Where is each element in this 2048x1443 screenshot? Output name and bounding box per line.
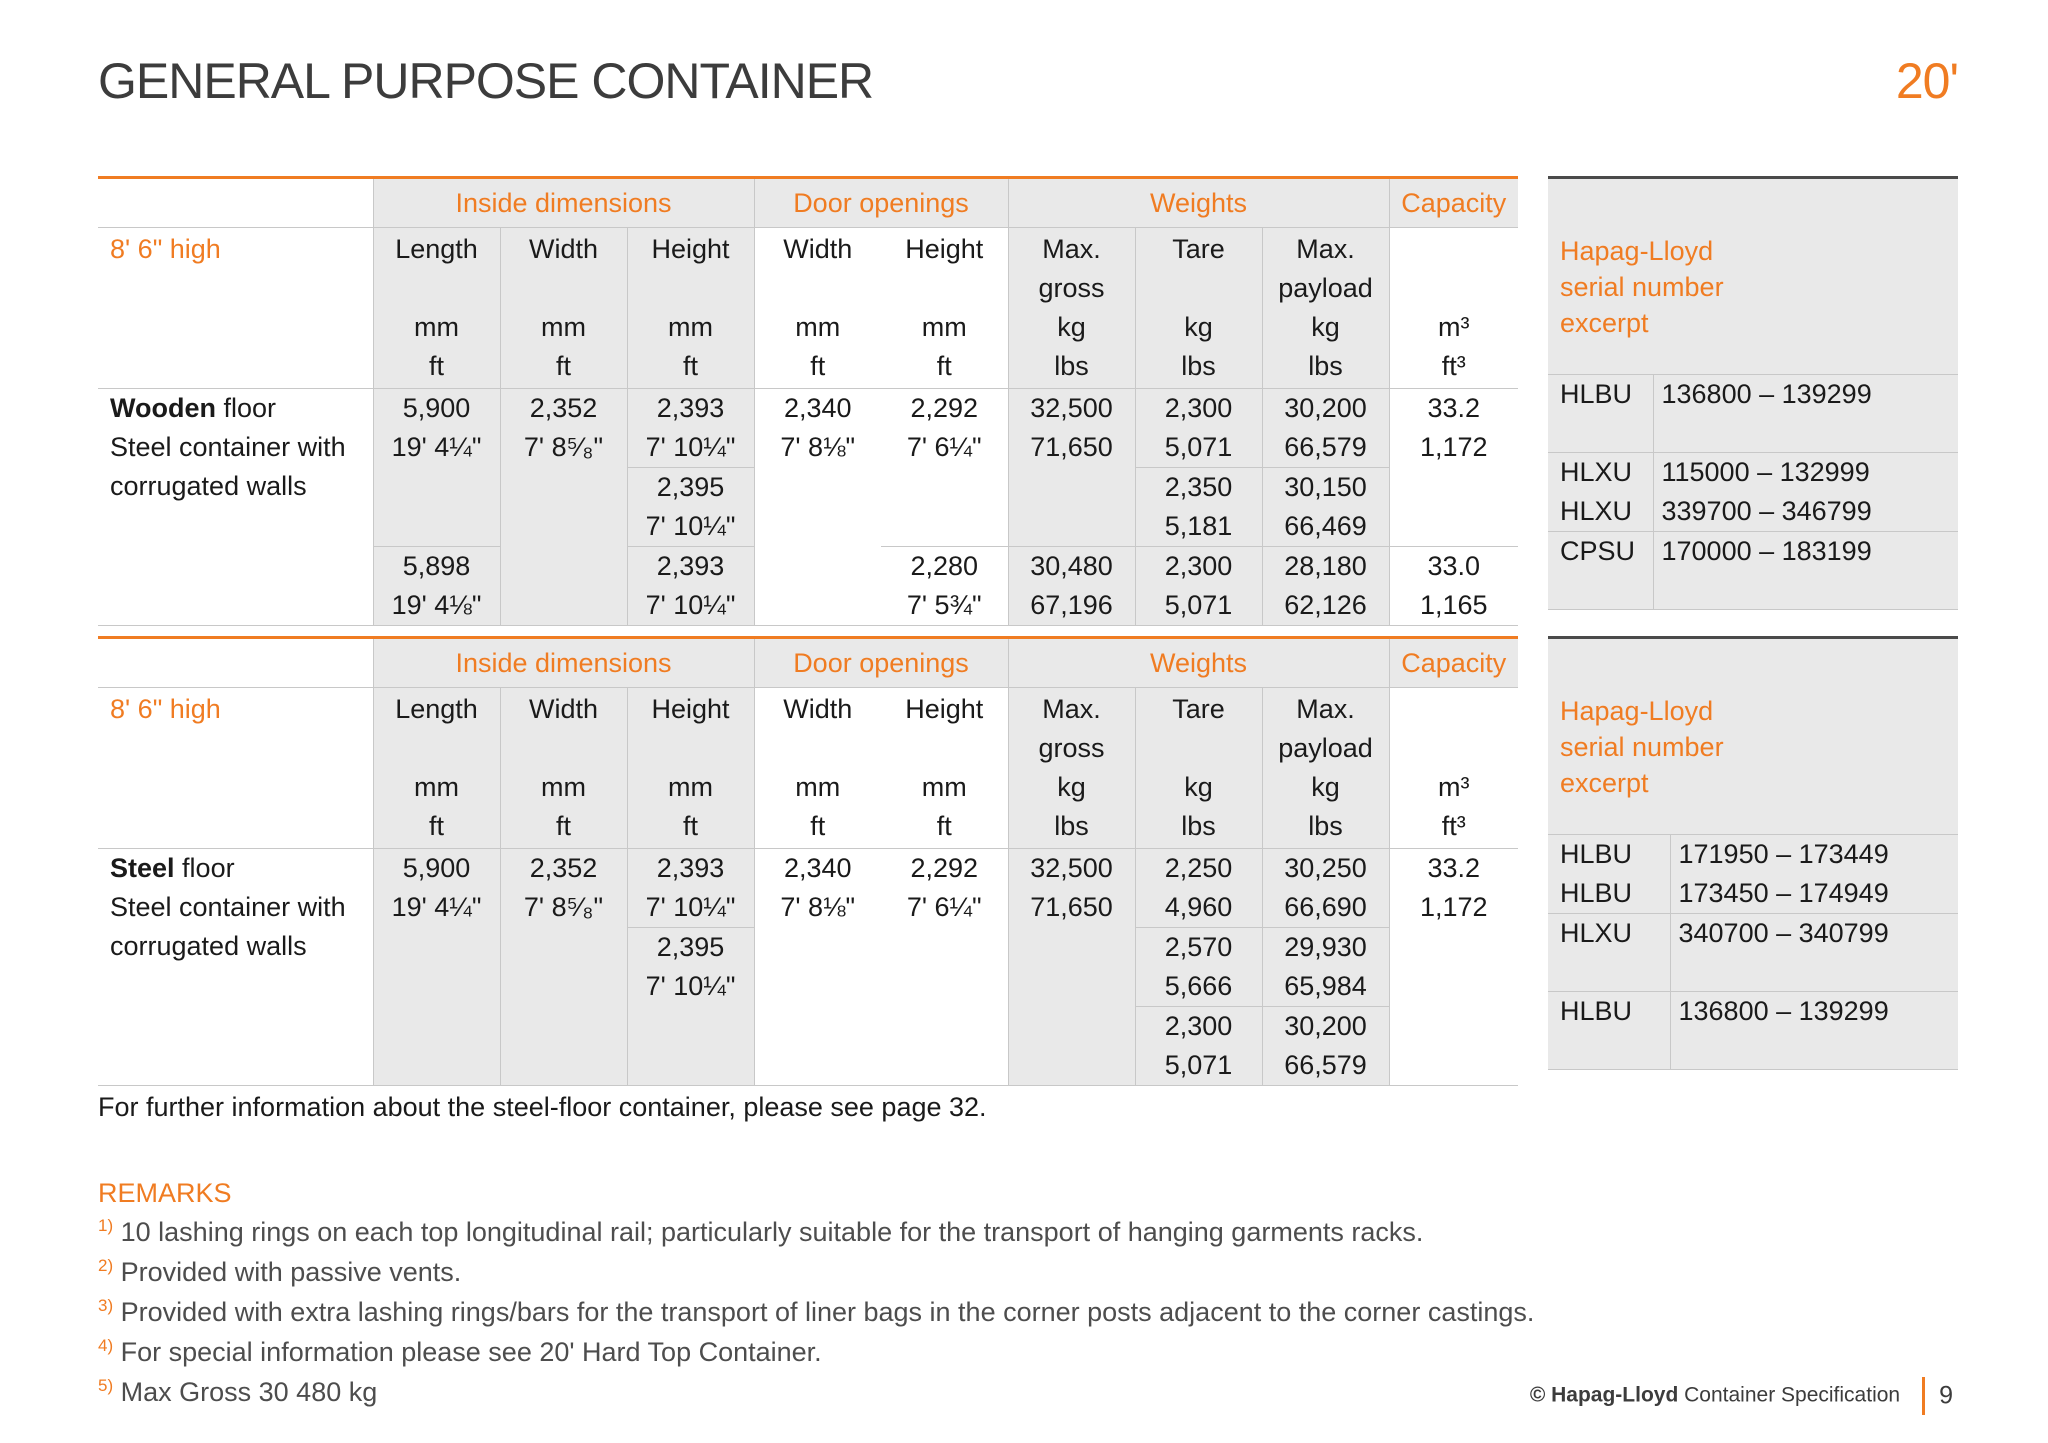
serial-prefix: HLXU — [1548, 452, 1653, 492]
group-capacity: Capacity — [1389, 638, 1518, 688]
footer-divider — [1922, 1377, 1925, 1415]
col-max-payload: Max. payload kg lbs — [1262, 688, 1389, 849]
container-description: Steel floor Steel container with corrugated walls — [98, 849, 373, 1086]
page-footer — [1530, 1377, 1953, 1415]
serial-row — [1548, 531, 1958, 609]
remark-item: $^{3)}$ Provided with extra lashing rings/bars for the transport of liner bags in the corner posts adjacent to the corner castings. — [98, 1296, 1535, 1327]
cell-width: 2,352 7' 8⁵⁄₈" — [500, 389, 627, 626]
cell-height: 2,393 7' 10¼" — [627, 389, 754, 468]
serial-row — [1548, 834, 1958, 874]
serial-range: 170000 – 183199 — [1653, 531, 1958, 609]
remarks-list — [98, 1209, 1534, 1409]
cell-tare: 2,250 4,960 — [1135, 849, 1262, 928]
cell-door-width: 2,340 7' 8⅛" — [754, 389, 881, 626]
col-width: Width mm ft — [500, 228, 627, 389]
cell-max-payload: 30,150 66,469 — [1262, 468, 1389, 547]
cell-length: 5,900 19' 4¼" — [373, 849, 500, 1086]
page-number: 9 — [1939, 1381, 1953, 1410]
remark-item: $^{5)}$ Max Gross 30 480 kg — [98, 1376, 378, 1407]
col-door-height: Height mm ft — [881, 228, 1008, 389]
serial-row — [1548, 874, 1958, 914]
cell-max-payload: 28,180 62,126 — [1262, 547, 1389, 626]
column-header-row — [98, 228, 1518, 389]
serial-range: 340700 – 340799 — [1670, 913, 1958, 991]
cell-height: 2,393 7' 10¼" — [627, 849, 754, 928]
column-header-row — [98, 688, 1518, 849]
page-title: GENERAL PURPOSE CONTAINER — [98, 53, 874, 109]
remark-item: $^{1)}$ 10 lashing rings on each top longitudinal rail; particularly suitable for the transport of hanging garments racks. — [98, 1216, 1424, 1247]
cell-tare: 2,350 5,181 — [1135, 468, 1262, 547]
col-width: Width mm ft — [500, 688, 627, 849]
footer-copyright: © Hapag-Lloyd — [1529, 1383, 1679, 1407]
col-length: Length mm ft — [373, 228, 500, 389]
col-tare: Tare kg lbs — [1135, 688, 1262, 849]
container-description: Wooden floor Steel container with corrugated walls — [98, 389, 373, 626]
serial-row — [1548, 492, 1958, 532]
serial-row — [1548, 991, 1958, 1069]
serial-row — [1548, 452, 1958, 492]
row-label-height: 8' 6" high — [98, 688, 373, 849]
col-height: Height mm ft — [627, 688, 754, 849]
group-header-row — [98, 638, 1518, 688]
cell-door-width: 2,340 7' 8⅛" — [754, 849, 881, 1086]
serial-number-header: Hapag-Lloyd serial number excerpt — [1560, 696, 1724, 798]
cell-height: 2,395 7' 10¼" — [627, 468, 754, 547]
col-max-gross: Max. gross kg lbs — [1008, 228, 1135, 389]
table-row — [98, 849, 1518, 928]
cell-max-gross: 30,480 67,196 — [1008, 547, 1135, 626]
container-size: 20' — [1895, 53, 1958, 109]
cell-max-gross: 32,500 71,650 — [1008, 849, 1135, 1086]
footer-doc-title: Container Specification — [1678, 1383, 1901, 1407]
row-label-height: 8' 6" high — [98, 228, 373, 389]
serial-prefix: HLBU — [1548, 991, 1670, 1069]
serial-row — [1548, 374, 1958, 452]
serial-prefix: CPSU — [1548, 531, 1653, 609]
cell-max-payload: 30,200 66,579 — [1262, 389, 1389, 468]
col-door-width: Width mm ft — [754, 688, 881, 849]
cell-width: 2,352 7' 8⁵⁄₈" — [500, 849, 627, 1086]
col-door-height: Height mm ft — [881, 688, 1008, 849]
cell-max-payload: 30,250 66,690 — [1262, 849, 1389, 928]
serial-range: 136800 – 139299 — [1653, 374, 1958, 452]
group-inside-dimensions: Inside dimensions — [373, 638, 754, 688]
serial-table-1 — [1548, 176, 1958, 610]
col-height: Height mm ft — [627, 228, 754, 389]
cell-max-payload: 30,200 66,579 — [1262, 1007, 1389, 1086]
further-info-note: For further information about the steel-floor container, please see page 32. — [98, 1092, 987, 1122]
group-capacity: Capacity — [1389, 178, 1518, 228]
cell-capacity: 33.2 1,172 — [1389, 389, 1518, 547]
cell-tare: 2,570 5,666 — [1135, 928, 1262, 1007]
cell-max-payload: 29,930 65,984 — [1262, 928, 1389, 1007]
serial-prefix: HLXU — [1560, 495, 1633, 526]
spec-table-wooden-floor — [98, 176, 1518, 626]
cell-tare: 2,300 5,071 — [1135, 389, 1262, 468]
col-capacity: m³ ft³ — [1389, 688, 1518, 849]
col-door-width: Width mm ft — [754, 228, 881, 389]
remark-item: $^{2)}$ Provided with passive vents. — [98, 1256, 462, 1287]
cell-capacity: 33.2 1,172 — [1389, 849, 1518, 1086]
serial-range: 136800 – 139299 — [1670, 991, 1958, 1069]
cell-door-height: 2,292 7' 6¼" — [881, 389, 1008, 547]
serial-prefix: HLBU — [1548, 374, 1653, 452]
serial-prefix: HLXU — [1548, 913, 1670, 991]
table-row — [98, 389, 1518, 468]
serial-prefix: HLBU — [1548, 834, 1670, 874]
cell-door-height: 2,280 7' 5¾" — [881, 547, 1008, 626]
group-weights: Weights — [1008, 638, 1389, 688]
cell-max-gross: 32,500 71,650 — [1008, 389, 1135, 547]
col-max-payload: Max. payload kg lbs — [1262, 228, 1389, 389]
serial-range: 173450 – 174949 — [1670, 874, 1958, 914]
col-length: Length mm ft — [373, 688, 500, 849]
remark-item: $^{4)}$ For special information please see 20' Hard Top Container. — [98, 1336, 822, 1367]
group-header-row — [98, 178, 1518, 228]
serial-table-2 — [1548, 636, 1958, 1070]
serial-range: 339700 – 346799 — [1653, 492, 1958, 532]
cell-height: 2,393 7' 10¼" — [627, 547, 754, 626]
cell-capacity: 33.0 1,165 — [1389, 547, 1518, 626]
group-inside-dimensions: Inside dimensions — [373, 178, 754, 228]
cell-door-height: 2,292 7' 6¼" — [881, 849, 1008, 1086]
serial-number-header: Hapag-Lloyd serial number excerpt — [1560, 236, 1724, 338]
serial-range: 115000 – 132999 — [1653, 452, 1958, 492]
serial-row — [1548, 913, 1958, 991]
cell-length: 5,900 19' 4¼" — [373, 389, 500, 547]
remarks-heading: REMARKS — [98, 1178, 232, 1208]
serial-range: 171950 – 173449 — [1670, 834, 1958, 874]
group-door-openings: Door openings — [754, 178, 1008, 228]
spec-table-steel-floor — [98, 636, 1518, 1086]
group-door-openings: Door openings — [754, 638, 1008, 688]
cell-tare: 2,300 5,071 — [1135, 547, 1262, 626]
cell-height: 2,395 7' 10¼" — [627, 928, 754, 1086]
group-weights: Weights — [1008, 178, 1389, 228]
serial-prefix: HLBU — [1560, 877, 1633, 908]
col-tare: Tare kg lbs — [1135, 228, 1262, 389]
cell-length: 5,898 19' 4⅛" — [373, 547, 500, 626]
col-capacity: m³ ft³ — [1389, 228, 1518, 389]
col-max-gross: Max. gross kg lbs — [1008, 688, 1135, 849]
cell-tare: 2,300 5,071 — [1135, 1007, 1262, 1086]
